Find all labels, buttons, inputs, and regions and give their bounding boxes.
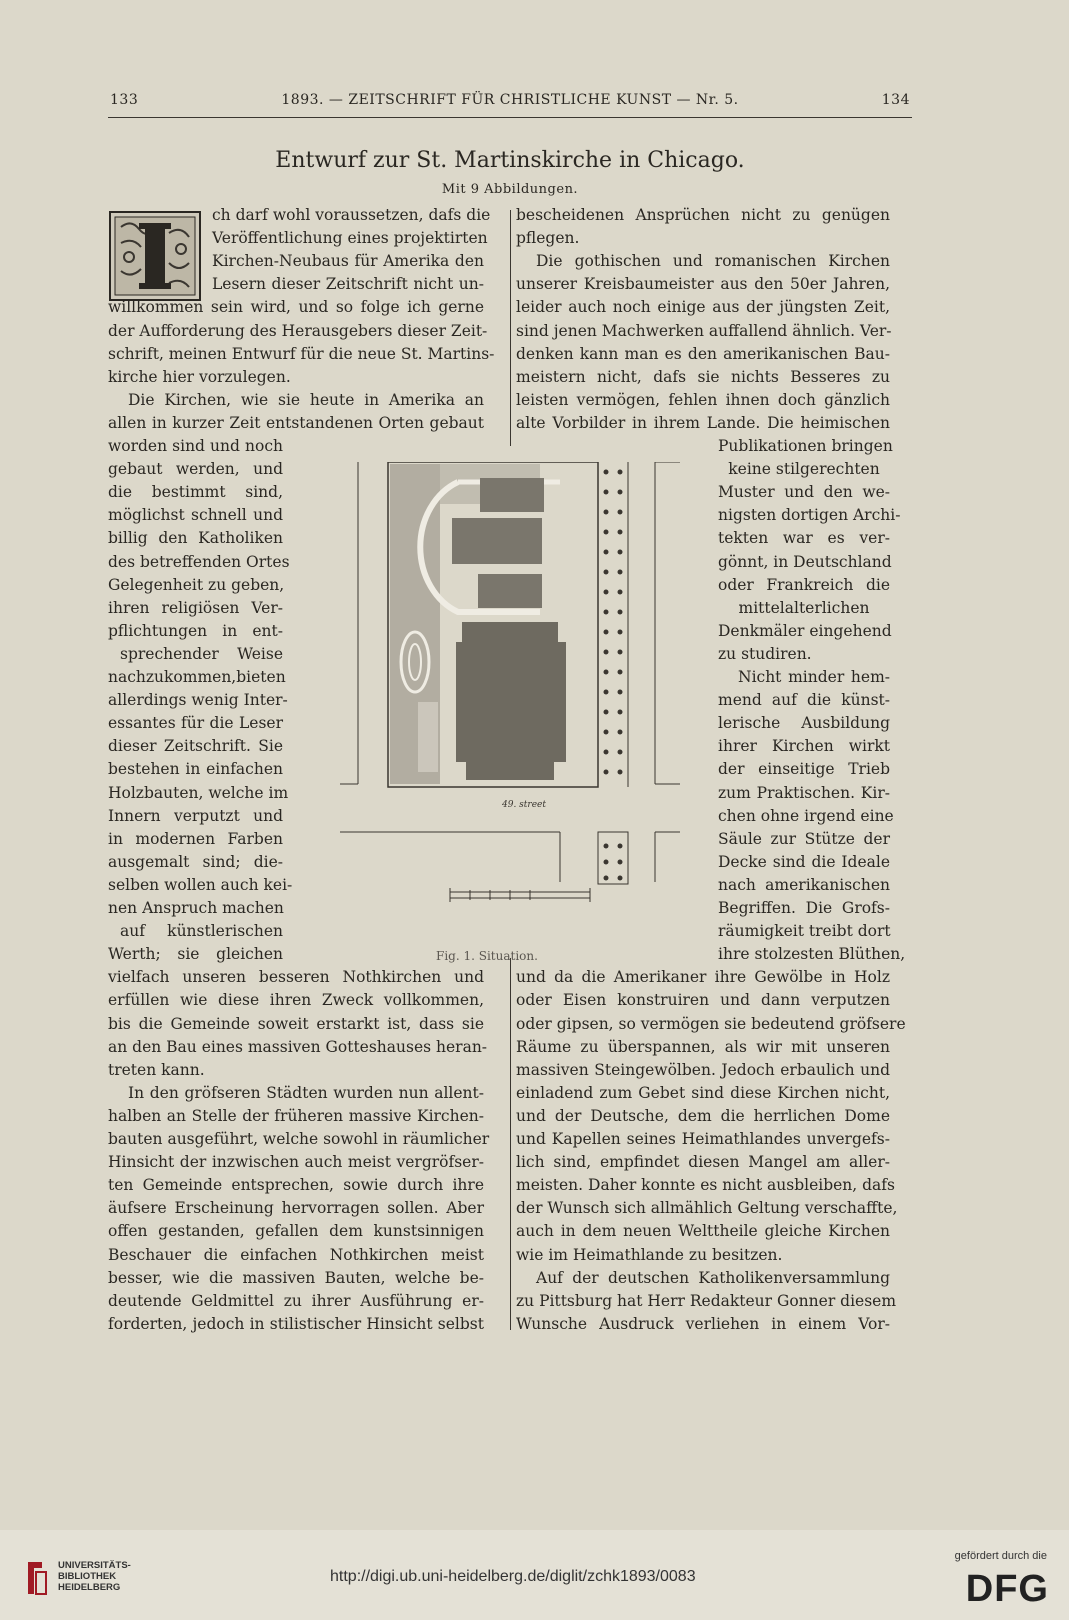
text-line: Denkmäler eingehend xyxy=(718,621,892,640)
text-line: keine stilgerechten xyxy=(728,460,880,479)
text-line: willkommen sein wird, und so folge ich gerne xyxy=(108,298,484,317)
text-line: zu Pittsburg hat Herr Redakteur Gonner diesem xyxy=(516,1291,897,1310)
running-head xyxy=(110,92,910,112)
text-line: oder Eisen konstruiren und dann verputzen xyxy=(516,991,890,1010)
text-line: pflegen. xyxy=(516,229,580,248)
text-line: Auf der deutschen Katholikenversammlung xyxy=(536,1268,890,1287)
text-line: nigsten dortigen Archi- xyxy=(718,506,901,525)
text-line: möglichst schnell und xyxy=(108,506,283,525)
text-line: zum Praktischen. Kir- xyxy=(718,783,890,802)
text-line: lich sind, empfindet diesen Mangel am aller- xyxy=(516,1153,890,1172)
text-line: allerdings wenig Inter- xyxy=(108,691,288,710)
text-line: bestehen in einfachen xyxy=(108,760,283,779)
text-line: Die gothischen und romanischen Kirchen xyxy=(536,252,890,271)
text-line: chen ohne irgend eine xyxy=(718,806,894,825)
text-line: bescheidenen Ansprüchen nicht zu genügen xyxy=(516,206,890,224)
text-line: mittelalterlichen xyxy=(738,598,870,617)
text-line: Räume zu überspannen, als wir mit unseren xyxy=(516,1037,890,1056)
text-line: In den gröfseren Städten wurden nun allent- xyxy=(128,1083,484,1102)
column-divider-bottom xyxy=(510,958,511,1330)
text-line: des betreffenden Ortes xyxy=(108,552,290,571)
figure-caption: Fig. 1. Situation. xyxy=(436,949,538,963)
text-line: lerische Ausbildung xyxy=(718,714,890,733)
journal-header: 1893. — ZEITSCHRIFT FÜR CHRISTLICHE KUNST — Nr. 5. xyxy=(281,92,739,108)
text-line: zu studiren. xyxy=(718,644,812,663)
text-line: bauten ausgeführt, welche sowohl in räumlicher xyxy=(108,1130,490,1148)
ornamental-initial xyxy=(109,211,201,301)
library-line-1: UNIVERSITÄTS- xyxy=(58,1560,131,1571)
text-line: forderten, jedoch in stilistischer Hinsicht selbst xyxy=(108,1314,484,1333)
text-line: Beschauer die einfachen Nothkirchen meist xyxy=(108,1245,484,1264)
text-line: unserer Kreisbaumeister aus den 50er Jahren, xyxy=(516,275,890,294)
text-line: Lesern dieser Zeitschrift nicht un- xyxy=(212,275,484,294)
text-line: besser, wie die massiven Bauten, welche be- xyxy=(108,1268,484,1287)
text-line: ch darf wohl voraussetzen, dafs die xyxy=(212,206,491,224)
initial-ornament xyxy=(111,213,199,299)
article-title: Entwurf zur St. Martinskirche in Chicago. xyxy=(275,148,745,173)
text-line: räumigkeit treibt dort xyxy=(718,922,891,941)
page-number-right: 134 xyxy=(881,92,910,108)
text-line: Holzbauten, welche im xyxy=(108,783,289,802)
text-line: leisten vermögen, fehlen ihnen doch gänzlich xyxy=(516,390,890,409)
text-line: mend auf die künst- xyxy=(718,691,890,710)
library-line-3: HEIDELBERG xyxy=(58,1582,121,1593)
street-label: 49. street xyxy=(502,800,546,810)
text-line: schrift, meinen Entwurf für die neue St. Martins- xyxy=(108,344,495,363)
text-line: ihrer Kirchen wirkt xyxy=(718,737,890,756)
text-line: alte Vorbilder in ihrem Lande. Die heimischen xyxy=(516,413,890,432)
text-line: offen gestanden, gefallen dem kunstsinnigen xyxy=(108,1222,484,1241)
text-line: einladend zum Gebet sind diese Kirchen nicht, xyxy=(516,1083,890,1102)
text-line: essantes für die Leser xyxy=(108,714,283,733)
text-line: ihre stolzesten Blüthen, xyxy=(718,945,906,964)
text-line: tekten war es ver- xyxy=(718,529,890,548)
text-line: Decke sind die Ideale xyxy=(718,852,890,871)
text-line: die bestimmt sind, xyxy=(108,483,283,502)
text-line: der Wunsch sich allmählich Geltung verschaffte, xyxy=(516,1199,898,1218)
page-number-left: 133 xyxy=(110,92,139,108)
text-line: dieser Zeitschrift. Sie xyxy=(108,737,283,756)
text-line: nen Anspruch machen xyxy=(108,899,284,917)
text-line: pflichtungen in ent- xyxy=(108,621,283,640)
text-line: Publikationen bringen xyxy=(718,437,893,455)
column-divider-top xyxy=(510,210,511,446)
site-plan-figure xyxy=(340,462,700,957)
text-line: der Aufforderung des Herausgebers dieser Zeit- xyxy=(108,321,488,340)
dfg-logo: DFG xyxy=(965,1568,1049,1610)
text-line: oder Frankreich die xyxy=(718,575,890,594)
text-line: auf künstlerischen xyxy=(120,922,283,941)
text-line: Muster und den we- xyxy=(718,483,890,502)
text-line: leider auch noch einige aus der jüngsten Zeit, xyxy=(516,298,890,317)
article-subtitle: Mit 9 Abbildungen. xyxy=(441,182,579,197)
text-line: treten kann. xyxy=(108,1060,205,1079)
text-line: halben an Stelle der früheren massive Kirchen- xyxy=(108,1106,484,1125)
text-line: ausgemalt sind; die- xyxy=(108,852,283,871)
text-line: Wunsche Ausdruck verliehen in einem Vor- xyxy=(516,1314,890,1333)
text-line: auch in dem neuen Welttheile gleiche Kirchen xyxy=(516,1222,890,1241)
text-line: Gelegenheit zu geben, xyxy=(108,575,285,594)
funding-note: gefördert durch die xyxy=(954,1550,1047,1562)
digitization-footer xyxy=(0,1530,1069,1620)
library-logo-icon xyxy=(24,1558,50,1598)
text-line: und da die Amerikaner ihre Gewölbe in Holz xyxy=(516,968,890,987)
text-line: wie im Heimathlande zu besitzen. xyxy=(516,1245,783,1264)
text-line: worden sind und noch xyxy=(108,437,283,455)
permalink[interactable]: http://digi.ub.uni-heidelberg.de/diglit/zchk1893/0083 xyxy=(330,1568,696,1585)
text-line: ihren religiösen Ver- xyxy=(108,598,283,617)
text-line: in modernen Farben xyxy=(108,829,283,848)
text-line: Hinsicht der inzwischen auch meist vergröfser- xyxy=(108,1153,484,1172)
text-line: Innern verputzt und xyxy=(108,806,283,825)
text-line: Säule zur Stütze der xyxy=(718,829,890,848)
library-line-2: BIBLIOTHEK xyxy=(58,1571,117,1582)
text-line: Werth; sie gleichen xyxy=(108,945,283,964)
text-line: nachzukommen,bieten xyxy=(108,668,286,686)
text-line: äufsere Erscheinung hervorragen sollen. Aber xyxy=(108,1199,484,1218)
text-line: sprechender Weise xyxy=(120,644,283,663)
text-line: an den Bau eines massiven Gotteshauses heran- xyxy=(108,1037,488,1056)
text-line: Kirchen-Neubaus für Amerika den xyxy=(212,252,484,271)
site-plan-drawing xyxy=(340,462,700,957)
text-line: sind jenen Machwerken auffallend ähnlich. Ver- xyxy=(516,321,892,340)
text-line: denken kann man es den amerikanischen Bau- xyxy=(516,344,890,363)
text-line: kirche hier vorzulegen. xyxy=(108,367,291,386)
text-line: billig den Katholiken xyxy=(108,529,283,548)
text-line: deutende Geldmittel zu ihrer Ausführung er- xyxy=(108,1291,484,1310)
text-line: allen in kurzer Zeit entstandenen Orten gebaut xyxy=(108,413,484,432)
text-line: und der Deutsche, dem die herrlichen Dome xyxy=(516,1106,890,1125)
text-line: massiven Steingewölben. Jedoch erbaulich und xyxy=(516,1060,890,1079)
text-line: ten Gemeinde entsprechen, sowie durch ihre xyxy=(108,1176,484,1195)
text-line: vielfach unseren besseren Nothkirchen und xyxy=(108,968,484,987)
text-line: meistern nicht, dafs sie nichts Besseres zu xyxy=(516,367,890,386)
text-line: meisten. Daher konnte es nicht ausbleiben, dafs xyxy=(516,1176,895,1195)
text-line: nach amerikanischen xyxy=(718,875,890,894)
text-line: Nicht minder hem- xyxy=(738,668,890,686)
text-line: selben wollen auch kei- xyxy=(108,875,293,894)
text-line: bis die Gemeinde soweit erstarkt ist, dass sie xyxy=(108,1014,484,1033)
text-line: gebaut werden, und xyxy=(108,460,283,479)
text-line: Begriffen. Die Grofs- xyxy=(718,899,890,917)
text-line: und Kapellen seines Heimathlandes unvergefs- xyxy=(516,1130,890,1148)
text-line: Veröffentlichung eines projektirten xyxy=(212,229,488,248)
text-line: oder gipsen, so vermögen sie bedeutend gröfsere xyxy=(516,1014,906,1033)
text-line: Die Kirchen, wie sie heute in Amerika an xyxy=(128,390,484,409)
text-line: erfüllen wie diese ihren Zweck vollkommen, xyxy=(108,991,484,1010)
header-rule xyxy=(108,117,912,118)
library-name xyxy=(58,1560,131,1593)
text-line: der einseitige Trieb xyxy=(718,760,890,779)
text-line: gönnt, in Deutschland xyxy=(718,552,892,571)
